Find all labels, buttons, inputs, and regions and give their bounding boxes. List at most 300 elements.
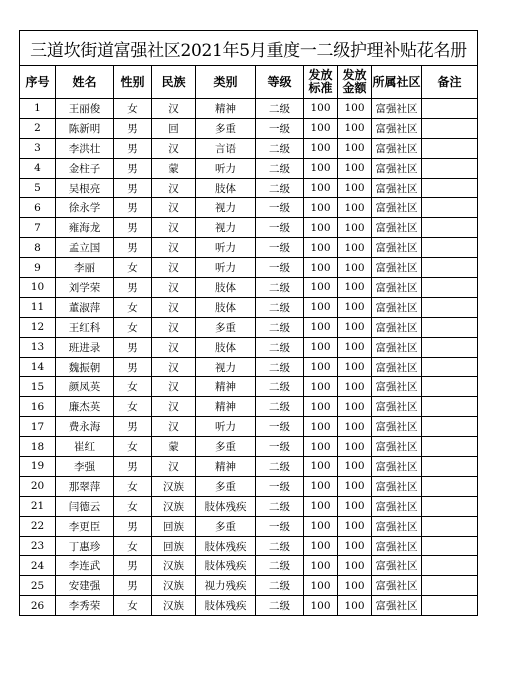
cell-remarks: [422, 258, 478, 278]
cell-category: 肢体残疾: [196, 596, 256, 616]
cell-remarks: [422, 178, 478, 198]
cell-remarks: [422, 457, 478, 477]
header-standard: 发放标准: [304, 66, 338, 99]
cell-amount: 100: [338, 516, 372, 536]
cell-seq: 1: [20, 99, 56, 119]
cell-seq: 2: [20, 118, 56, 138]
cell-name: 那翠萍: [56, 476, 114, 496]
roster-sheet: [19, 30, 477, 616]
cell-name: 李秀荣: [56, 596, 114, 616]
cell-standard: 100: [304, 198, 338, 218]
cell-standard: 100: [304, 158, 338, 178]
cell-community: 富强社区: [372, 337, 422, 357]
cell-level: 二级: [256, 278, 304, 298]
cell-ethnicity: 汉: [152, 297, 196, 317]
cell-level: 一级: [256, 218, 304, 238]
cell-ethnicity: 汉: [152, 278, 196, 298]
cell-remarks: [422, 317, 478, 337]
cell-amount: 100: [338, 158, 372, 178]
cell-name: 李更臣: [56, 516, 114, 536]
cell-community: 富强社区: [372, 99, 422, 119]
cell-category: 精神: [196, 99, 256, 119]
cell-community: 富强社区: [372, 258, 422, 278]
cell-name: 崔红: [56, 437, 114, 457]
cell-level: 二级: [256, 556, 304, 576]
cell-ethnicity: 回族: [152, 516, 196, 536]
cell-category: 肢体: [196, 278, 256, 298]
table-row: [20, 437, 478, 457]
table-row: [20, 258, 478, 278]
cell-level: 二级: [256, 397, 304, 417]
cell-ethnicity: 汉: [152, 357, 196, 377]
table-row: [20, 138, 478, 158]
cell-level: 二级: [256, 317, 304, 337]
header-amount: 发放金额: [338, 66, 372, 99]
cell-gender: 男: [114, 337, 152, 357]
table-row: [20, 99, 478, 119]
cell-level: 二级: [256, 496, 304, 516]
cell-name: 吴根亮: [56, 178, 114, 198]
cell-name: 班进录: [56, 337, 114, 357]
cell-gender: 男: [114, 457, 152, 477]
cell-seq: 18: [20, 437, 56, 457]
cell-standard: 100: [304, 357, 338, 377]
table-row: [20, 576, 478, 596]
sheet-title: 三道坎街道富强社区2021年5月重度一二级护理补贴花名册: [20, 31, 478, 66]
cell-seq: 3: [20, 138, 56, 158]
cell-community: 富强社区: [372, 457, 422, 477]
cell-amount: 100: [338, 496, 372, 516]
table-row: [20, 357, 478, 377]
cell-category: 肢体残疾: [196, 536, 256, 556]
cell-seq: 23: [20, 536, 56, 556]
cell-ethnicity: 蒙: [152, 158, 196, 178]
cell-remarks: [422, 118, 478, 138]
cell-category: 肢体残疾: [196, 496, 256, 516]
cell-ethnicity: 汉: [152, 198, 196, 218]
cell-ethnicity: 汉: [152, 99, 196, 119]
cell-standard: 100: [304, 178, 338, 198]
cell-amount: 100: [338, 258, 372, 278]
cell-standard: 100: [304, 437, 338, 457]
cell-category: 视力: [196, 218, 256, 238]
cell-standard: 100: [304, 476, 338, 496]
cell-seq: 6: [20, 198, 56, 218]
cell-gender: 男: [114, 198, 152, 218]
cell-gender: 男: [114, 357, 152, 377]
cell-level: 一级: [256, 118, 304, 138]
cell-standard: 100: [304, 118, 338, 138]
cell-community: 富强社区: [372, 377, 422, 397]
header-name: 姓名: [56, 66, 114, 99]
cell-category: 言语: [196, 138, 256, 158]
cell-community: 富强社区: [372, 218, 422, 238]
cell-name: 李丽: [56, 258, 114, 278]
cell-seq: 17: [20, 417, 56, 437]
cell-ethnicity: 汉: [152, 417, 196, 437]
cell-community: 富强社区: [372, 198, 422, 218]
cell-amount: 100: [338, 238, 372, 258]
cell-remarks: [422, 556, 478, 576]
cell-amount: 100: [338, 297, 372, 317]
cell-seq: 19: [20, 457, 56, 477]
cell-category: 肢体: [196, 178, 256, 198]
cell-remarks: [422, 377, 478, 397]
cell-remarks: [422, 397, 478, 417]
cell-seq: 16: [20, 397, 56, 417]
cell-level: 二级: [256, 178, 304, 198]
cell-ethnicity: 汉族: [152, 596, 196, 616]
cell-standard: 100: [304, 258, 338, 278]
cell-amount: 100: [338, 457, 372, 477]
table-row: [20, 417, 478, 437]
cell-community: 富强社区: [372, 118, 422, 138]
cell-standard: 100: [304, 238, 338, 258]
cell-gender: 男: [114, 238, 152, 258]
cell-standard: 100: [304, 218, 338, 238]
cell-seq: 11: [20, 297, 56, 317]
table-row: [20, 218, 478, 238]
cell-gender: 男: [114, 118, 152, 138]
cell-level: 二级: [256, 99, 304, 119]
cell-name: 廉杰英: [56, 397, 114, 417]
cell-level: 二级: [256, 357, 304, 377]
cell-standard: 100: [304, 99, 338, 119]
cell-remarks: [422, 158, 478, 178]
cell-ethnicity: 蒙: [152, 437, 196, 457]
cell-level: 二级: [256, 158, 304, 178]
table-row: [20, 158, 478, 178]
cell-seq: 20: [20, 476, 56, 496]
cell-standard: 100: [304, 397, 338, 417]
cell-level: 一级: [256, 437, 304, 457]
table-body: [20, 99, 478, 616]
cell-community: 富强社区: [372, 476, 422, 496]
cell-community: 富强社区: [372, 397, 422, 417]
cell-name: 徐永学: [56, 198, 114, 218]
cell-category: 多重: [196, 317, 256, 337]
table-row: [20, 178, 478, 198]
cell-standard: 100: [304, 417, 338, 437]
cell-amount: 100: [338, 357, 372, 377]
cell-standard: 100: [304, 536, 338, 556]
table-row: [20, 496, 478, 516]
cell-level: 一级: [256, 417, 304, 437]
table-row: [20, 476, 478, 496]
cell-seq: 7: [20, 218, 56, 238]
table-row: [20, 297, 478, 317]
cell-ethnicity: 回族: [152, 536, 196, 556]
cell-standard: 100: [304, 337, 338, 357]
cell-category: 精神: [196, 377, 256, 397]
cell-community: 富强社区: [372, 297, 422, 317]
cell-category: 多重: [196, 437, 256, 457]
cell-ethnicity: 回: [152, 118, 196, 138]
cell-ethnicity: 汉族: [152, 556, 196, 576]
roster-table: [19, 30, 478, 616]
cell-remarks: [422, 198, 478, 218]
cell-seq: 26: [20, 596, 56, 616]
cell-remarks: [422, 476, 478, 496]
cell-name: 王丽俊: [56, 99, 114, 119]
cell-category: 视力残疾: [196, 576, 256, 596]
cell-community: 富强社区: [372, 178, 422, 198]
header-gender: 性别: [114, 66, 152, 99]
table-row: [20, 397, 478, 417]
cell-name: 王红科: [56, 317, 114, 337]
cell-amount: 100: [338, 536, 372, 556]
cell-amount: 100: [338, 138, 372, 158]
table-row: [20, 377, 478, 397]
cell-category: 精神: [196, 397, 256, 417]
cell-gender: 女: [114, 536, 152, 556]
cell-community: 富强社区: [372, 556, 422, 576]
cell-seq: 8: [20, 238, 56, 258]
cell-community: 富强社区: [372, 536, 422, 556]
cell-category: 多重: [196, 476, 256, 496]
cell-remarks: [422, 238, 478, 258]
cell-name: 李洪壮: [56, 138, 114, 158]
table-row: [20, 118, 478, 138]
cell-ethnicity: 汉: [152, 397, 196, 417]
cell-seq: 13: [20, 337, 56, 357]
cell-gender: 女: [114, 476, 152, 496]
cell-remarks: [422, 496, 478, 516]
cell-category: 听力: [196, 238, 256, 258]
cell-amount: 100: [338, 278, 372, 298]
table-row: [20, 317, 478, 337]
cell-level: 一级: [256, 198, 304, 218]
cell-name: 陈新明: [56, 118, 114, 138]
cell-gender: 男: [114, 158, 152, 178]
table-row: [20, 278, 478, 298]
header-seq: 序号: [20, 66, 56, 99]
cell-seq: 14: [20, 357, 56, 377]
cell-gender: 女: [114, 377, 152, 397]
cell-gender: 女: [114, 496, 152, 516]
cell-community: 富强社区: [372, 576, 422, 596]
cell-remarks: [422, 357, 478, 377]
cell-seq: 5: [20, 178, 56, 198]
cell-name: 颜凤英: [56, 377, 114, 397]
cell-category: 肢体: [196, 337, 256, 357]
cell-ethnicity: 汉: [152, 178, 196, 198]
cell-gender: 女: [114, 596, 152, 616]
cell-seq: 10: [20, 278, 56, 298]
cell-amount: 100: [338, 576, 372, 596]
cell-gender: 男: [114, 278, 152, 298]
cell-level: 一级: [256, 476, 304, 496]
cell-ethnicity: 汉族: [152, 576, 196, 596]
cell-remarks: [422, 516, 478, 536]
cell-standard: 100: [304, 596, 338, 616]
cell-remarks: [422, 337, 478, 357]
cell-seq: 4: [20, 158, 56, 178]
cell-remarks: [422, 218, 478, 238]
cell-level: 二级: [256, 138, 304, 158]
cell-amount: 100: [338, 596, 372, 616]
cell-category: 肢体: [196, 297, 256, 317]
cell-standard: 100: [304, 457, 338, 477]
cell-level: 二级: [256, 337, 304, 357]
cell-level: 二级: [256, 297, 304, 317]
cell-level: 一级: [256, 238, 304, 258]
cell-ethnicity: 汉: [152, 377, 196, 397]
cell-remarks: [422, 278, 478, 298]
cell-seq: 22: [20, 516, 56, 536]
cell-name: 孟立国: [56, 238, 114, 258]
cell-standard: 100: [304, 516, 338, 536]
cell-standard: 100: [304, 297, 338, 317]
cell-amount: 100: [338, 99, 372, 119]
cell-category: 肢体残疾: [196, 556, 256, 576]
cell-ethnicity: 汉: [152, 218, 196, 238]
cell-name: 费永海: [56, 417, 114, 437]
cell-name: 魏振朝: [56, 357, 114, 377]
cell-community: 富强社区: [372, 516, 422, 536]
cell-seq: 24: [20, 556, 56, 576]
table-row: [20, 536, 478, 556]
cell-community: 富强社区: [372, 238, 422, 258]
table-row: [20, 596, 478, 616]
cell-community: 富强社区: [372, 158, 422, 178]
cell-remarks: [422, 417, 478, 437]
cell-gender: 男: [114, 417, 152, 437]
cell-amount: 100: [338, 218, 372, 238]
cell-name: 李连武: [56, 556, 114, 576]
cell-gender: 女: [114, 437, 152, 457]
cell-name: 闫德云: [56, 496, 114, 516]
cell-community: 富强社区: [372, 417, 422, 437]
cell-amount: 100: [338, 437, 372, 457]
header-row: [20, 66, 478, 99]
cell-category: 视力: [196, 198, 256, 218]
cell-level: 二级: [256, 536, 304, 556]
cell-name: 金柱子: [56, 158, 114, 178]
table-row: [20, 198, 478, 218]
cell-ethnicity: 汉: [152, 337, 196, 357]
table-row: [20, 556, 478, 576]
cell-community: 富强社区: [372, 357, 422, 377]
cell-seq: 9: [20, 258, 56, 278]
cell-seq: 15: [20, 377, 56, 397]
table-row: [20, 238, 478, 258]
cell-name: 安建强: [56, 576, 114, 596]
cell-amount: 100: [338, 417, 372, 437]
cell-amount: 100: [338, 377, 372, 397]
cell-amount: 100: [338, 337, 372, 357]
header-level: 等级: [256, 66, 304, 99]
table-row: [20, 457, 478, 477]
cell-community: 富强社区: [372, 437, 422, 457]
table-row: [20, 516, 478, 536]
cell-standard: 100: [304, 556, 338, 576]
header-remarks: 备注: [422, 66, 478, 99]
cell-level: 二级: [256, 377, 304, 397]
cell-remarks: [422, 576, 478, 596]
cell-gender: 男: [114, 556, 152, 576]
cell-gender: 男: [114, 516, 152, 536]
cell-standard: 100: [304, 317, 338, 337]
cell-name: 李强: [56, 457, 114, 477]
cell-standard: 100: [304, 278, 338, 298]
cell-amount: 100: [338, 198, 372, 218]
table-row: [20, 337, 478, 357]
cell-ethnicity: 汉: [152, 457, 196, 477]
cell-gender: 女: [114, 99, 152, 119]
cell-gender: 男: [114, 576, 152, 596]
cell-standard: 100: [304, 377, 338, 397]
cell-amount: 100: [338, 118, 372, 138]
cell-remarks: [422, 138, 478, 158]
cell-ethnicity: 汉: [152, 138, 196, 158]
cell-amount: 100: [338, 556, 372, 576]
cell-category: 听力: [196, 258, 256, 278]
header-ethnicity: 民族: [152, 66, 196, 99]
cell-category: 精神: [196, 457, 256, 477]
cell-standard: 100: [304, 496, 338, 516]
cell-seq: 25: [20, 576, 56, 596]
cell-level: 二级: [256, 576, 304, 596]
cell-remarks: [422, 536, 478, 556]
cell-name: 刘学荣: [56, 278, 114, 298]
cell-amount: 100: [338, 476, 372, 496]
cell-standard: 100: [304, 576, 338, 596]
cell-category: 听力: [196, 417, 256, 437]
cell-ethnicity: 汉族: [152, 496, 196, 516]
cell-standard: 100: [304, 138, 338, 158]
cell-ethnicity: 汉: [152, 258, 196, 278]
cell-name: 丁惠珍: [56, 536, 114, 556]
cell-community: 富强社区: [372, 596, 422, 616]
cell-gender: 男: [114, 138, 152, 158]
cell-remarks: [422, 297, 478, 317]
cell-ethnicity: 汉族: [152, 476, 196, 496]
cell-community: 富强社区: [372, 138, 422, 158]
cell-name: 董淑萍: [56, 297, 114, 317]
cell-ethnicity: 汉: [152, 317, 196, 337]
cell-level: 二级: [256, 596, 304, 616]
cell-amount: 100: [338, 178, 372, 198]
cell-community: 富强社区: [372, 317, 422, 337]
cell-remarks: [422, 437, 478, 457]
cell-level: 一级: [256, 258, 304, 278]
cell-gender: 女: [114, 297, 152, 317]
cell-level: 一级: [256, 516, 304, 536]
cell-seq: 12: [20, 317, 56, 337]
cell-category: 多重: [196, 118, 256, 138]
cell-gender: 男: [114, 178, 152, 198]
cell-gender: 女: [114, 258, 152, 278]
cell-remarks: [422, 99, 478, 119]
cell-seq: 21: [20, 496, 56, 516]
cell-gender: 女: [114, 317, 152, 337]
cell-amount: 100: [338, 397, 372, 417]
header-category: 类别: [196, 66, 256, 99]
cell-community: 富强社区: [372, 278, 422, 298]
title-row: [20, 31, 478, 66]
header-community: 所属社区: [372, 66, 422, 99]
cell-gender: 男: [114, 218, 152, 238]
cell-category: 视力: [196, 357, 256, 377]
cell-community: 富强社区: [372, 496, 422, 516]
cell-level: 二级: [256, 457, 304, 477]
cell-ethnicity: 汉: [152, 238, 196, 258]
cell-name: 雍海龙: [56, 218, 114, 238]
cell-category: 多重: [196, 516, 256, 536]
cell-gender: 女: [114, 397, 152, 417]
cell-amount: 100: [338, 317, 372, 337]
